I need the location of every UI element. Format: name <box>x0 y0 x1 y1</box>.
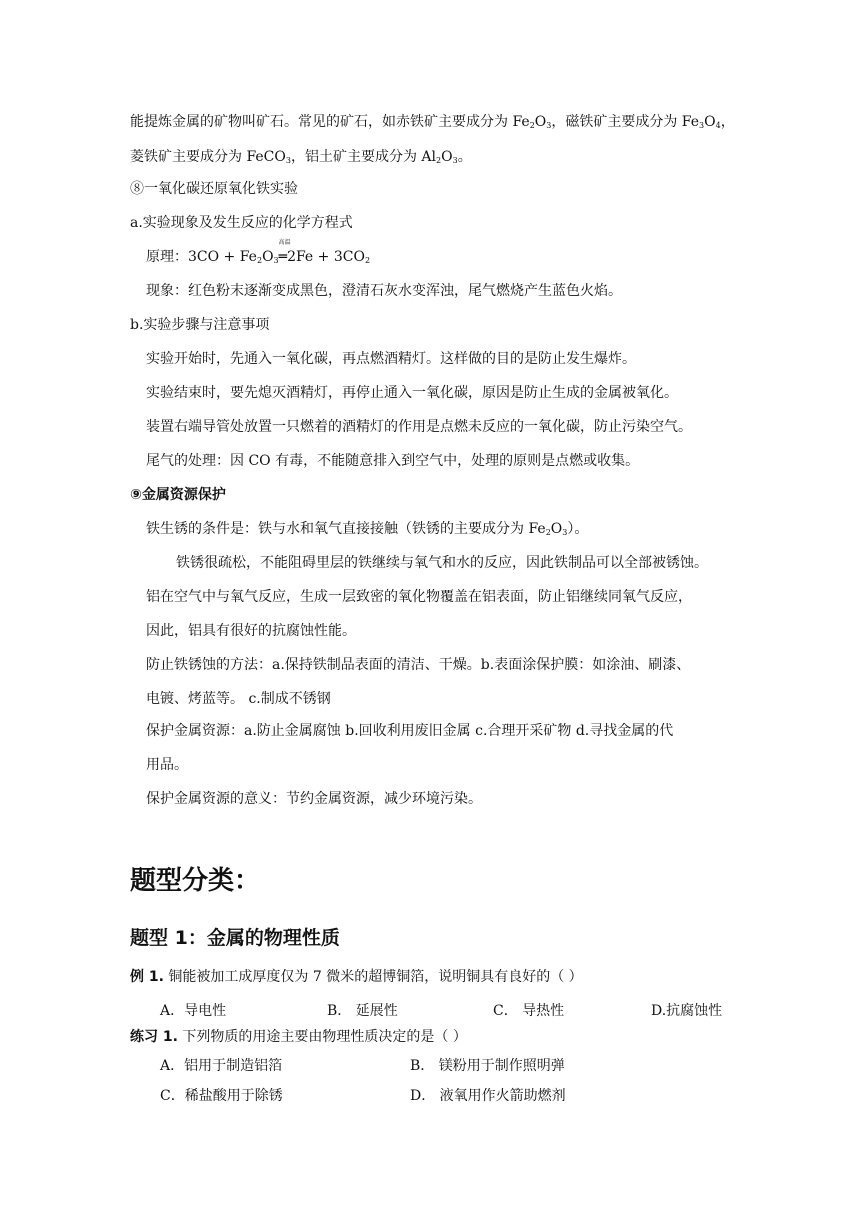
practice-1-option-a: A．铝用于制造铝箔 <box>160 1058 283 1074</box>
example-1-option-c: C． 导热性 <box>493 1003 565 1019</box>
co-experiment-heading: ⑧一氧化碳还原氧化铁实验 <box>130 181 298 197</box>
resource-protect-line-1: 保护金属资源：a.防止金属腐蚀 b.回收利用废旧金属 c.合理开采矿物 d.寻找金属的代 <box>146 723 674 739</box>
example-1-option-d: D.抗腐蚀性 <box>651 1003 723 1019</box>
aluminum-line-2: 因此，铝具有很好的抗腐蚀性能。 <box>146 623 356 639</box>
practice-1-option-c: C．稀盐酸用于除锈 <box>160 1088 283 1104</box>
co-section-b-title: b.实验步骤与注意事项 <box>130 317 270 333</box>
co-step-2: 实验结束时，要先熄灭酒精灯，再停止通入一氧化碳，原因是防止生成的金属被氧化。 <box>146 385 678 401</box>
resource-protect-meaning: 保护金属资源的意义：节约金属资源，减少环境污染。 <box>146 791 482 807</box>
rust-loose: 铁锈很疏松，不能阻碍里层的铁继续与氧气和水的反应，因此铁制品可以全部被锈蚀。 <box>176 555 708 571</box>
co-principle-equation: 原理：$3CO + Fe_2O_3$ 高温 ═2Fe + $3CO_2$ <box>146 239 371 265</box>
section-title: 题型分类： <box>130 866 261 896</box>
ore-line-1: 能提炼金属的矿物叫矿石。常见的矿石，如赤铁矿主要成分为 $Fe_2O_3$，磁铁矿主要成分为 $Fe_3O_4$， <box>130 114 735 130</box>
co-step-1: 实验开始时，先通入一氧化碳，再点燃酒精灯。这样做的目的是防止发生爆炸。 <box>146 351 636 367</box>
resource-protect-line-2: 用品。 <box>146 757 188 773</box>
example-1-option-b: B． 延展性 <box>327 1003 398 1019</box>
practice-1-stem: 练习 1. 下列物质的用途主要由物理性质决定的是（ ） <box>130 1029 467 1045</box>
example-1-label: 例 1. <box>130 969 164 985</box>
co-step-4: 尾气的处理：因 CO 有毒，不能随意排入到空气中，处理的原则是点燃或收集。 <box>146 453 640 469</box>
example-1-stem: 例 1. 铜能被加工成厚度仅为 7 微米的超博铜箔，说明铜具有良好的（ ） <box>130 969 583 985</box>
prevent-rust-line-1: 防止铁锈蚀的方法：a.保持铁制品表面的清洁、干燥。b.表面涂保护膜：如涂油、刷漆、 <box>146 657 691 673</box>
example-1-option-a: A．导电性 <box>160 1003 227 1019</box>
question-type-1-title: 题型 1：金属的物理性质 <box>130 927 340 949</box>
rust-condition: 铁生锈的条件是：铁与水和氧气直接接触（铁锈的主要成分为 $Fe_2O_3$）。 <box>146 521 589 537</box>
co-phenomenon: 现象：红色粉末逐渐变成黑色，澄清石灰水变浑浊，尾气燃烧产生蓝色火焰。 <box>146 283 622 299</box>
co-step-3: 装置右端导管处放置一只燃着的酒精灯的作用是点燃未反应的一氧化碳，防止污染空气。 <box>146 419 692 435</box>
ore-line-2: 菱铁矿主要成分为 FeCO$_3$，铝土矿主要成分为 $Al_2O_3$。 <box>130 149 472 165</box>
practice-1-option-b: B． 镁粉用于制作照明弹 <box>410 1058 565 1074</box>
prevent-rust-line-2: 电镀、烤蓝等。 c.制成不锈钢 <box>146 691 331 707</box>
reaction-condition: 高温 <box>278 239 291 246</box>
protect-heading: ⑨金属资源保护 <box>130 487 226 503</box>
practice-1-label: 练习 1. <box>130 1029 178 1045</box>
aluminum-line-1: 铝在空气中与氧气反应，生成一层致密的氧化物覆盖在铝表面，防止铝继续同氧气反应， <box>146 589 692 605</box>
co-section-a-title: a.实验现象及发生反应的化学方程式 <box>130 215 353 231</box>
practice-1-option-d: D． 液氧用作火箭助燃剂 <box>410 1088 566 1104</box>
